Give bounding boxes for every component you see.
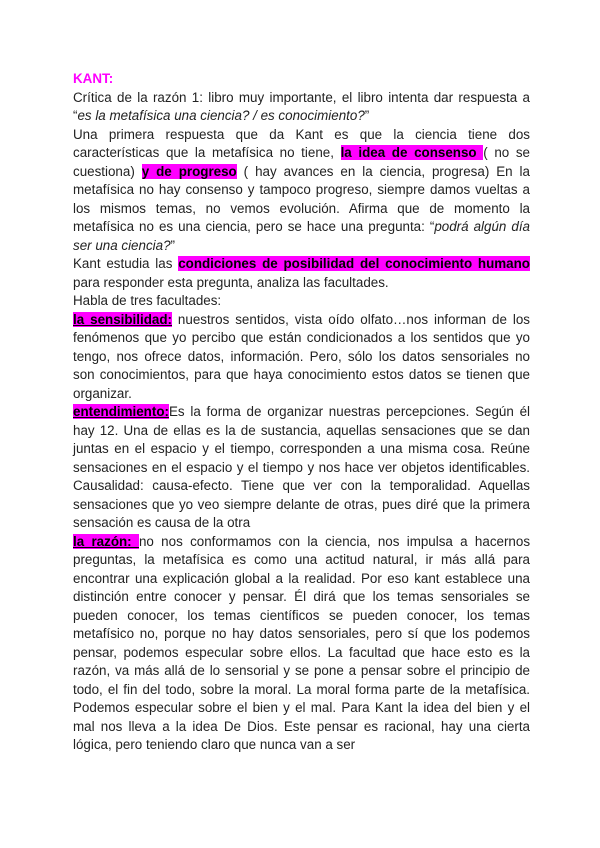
- paragraph-sensibilidad: [73, 311, 530, 404]
- text-run: Kant estudia las: [73, 256, 179, 271]
- italic-question: podrá algún día ser una ciencia?: [73, 219, 530, 253]
- text-run: ( no se cuestiona): [73, 145, 530, 179]
- text-run: Es la forma de organizar nuestras percepciones. Según él hay 12. Una de ellas es la de sustancia, aquellas sensaciones que se dan juntas en el espacio y el tiempo, corresponden a una misma cosa. Reúne sensaciones en el espacio y el tiempo y nos hace ver objetos identificables. Causalidad: causa-efecto. Tiene que ver con la temporalidad. Aquellas sensaciones que yo veo siempre delante de otras, pues diré que la primera sensación es causa de la otra: [73, 404, 530, 530]
- highlight-condiciones: condiciones de posibilidad del conocimiento humano: [178, 256, 530, 271]
- highlight-progreso: y de progreso: [141, 163, 237, 179]
- document-title: KANT:: [73, 71, 114, 86]
- paragraph-intro: [73, 89, 530, 126]
- text-run: Crítica de la razón 1: libro muy importante, el libro intenta dar respuesta a “: [73, 89, 530, 123]
- text-run: nuestros sentidos, vista oído olfato…nos informan de los fenómenos que yo percibo que están condicionados a los sentidos que yo tengo, nos ofrece datos, información. Pero, sólo los datos sensoriales no son conocimientos, para que haya conocimiento estos datos se tienen que organizar.: [73, 311, 530, 401]
- paragraph-conditions: [73, 255, 530, 292]
- paragraph-razon: [73, 533, 530, 755]
- italic-question: es la metafísica una ciencia? / es conocimiento?: [77, 108, 365, 123]
- highlight-consenso: la idea de consenso: [340, 145, 484, 160]
- text-run: ”: [364, 108, 370, 123]
- paragraph-faculties: Habla de tres facultades:: [73, 293, 222, 308]
- text-run: no nos conformamos con la ciencia, nos impulsa a hacernos preguntas, la metafísica es como una actitud natural, ir más allá para encontrar una explicación global a la realidad. Por eso kant establece una distinción entre conocer y pensar. Él dirá que los temas sensoriales se pueden conocer, los temas científicos se pueden conocer, los temas metafísico no, porque no hay datos sensoriales, pero sí que los podemos pensar, podemos especular sobre ellos. La facultad que hace esto es la razón, va más allá de lo sensorial y se pone a pensar sobre el principio de todo, el fin del todo, sobre la moral. La moral forma parte de la metafísica. Podemos especular sobre el bien y el mal. Para Kant la idea del bien y el mal nos lleva a la idea De Dios. Este pensar es racional, hay una cierta lógica, pero teniendo claro que nunca van a ser: [73, 533, 531, 752]
- highlight-entendimiento: entendimiento:: [73, 404, 169, 419]
- paragraph-entendimiento: [73, 403, 530, 533]
- text-run: Una primera respuesta que da Kant es que la ciencia tiene dos características que la metafísica no tiene,: [73, 126, 530, 160]
- paragraph-first-answer: [73, 126, 530, 256]
- text-run: para responder esta pregunta, analiza las facultades.: [73, 274, 389, 290]
- text-run: ( hay avances en la ciencia, progresa) En la metafísica no hay consenso y tampoco progreso, siempre damos vueltas a los mismos temas, no vemos evolución. Afirma que de momento la metafísica no es una ciencia, pero se hace una pregunta: “: [73, 163, 530, 234]
- highlight-razon: la razón:: [73, 533, 139, 549]
- highlight-sensibilidad: la sensibilidad:: [73, 311, 172, 327]
- text-run: ”: [170, 237, 175, 253]
